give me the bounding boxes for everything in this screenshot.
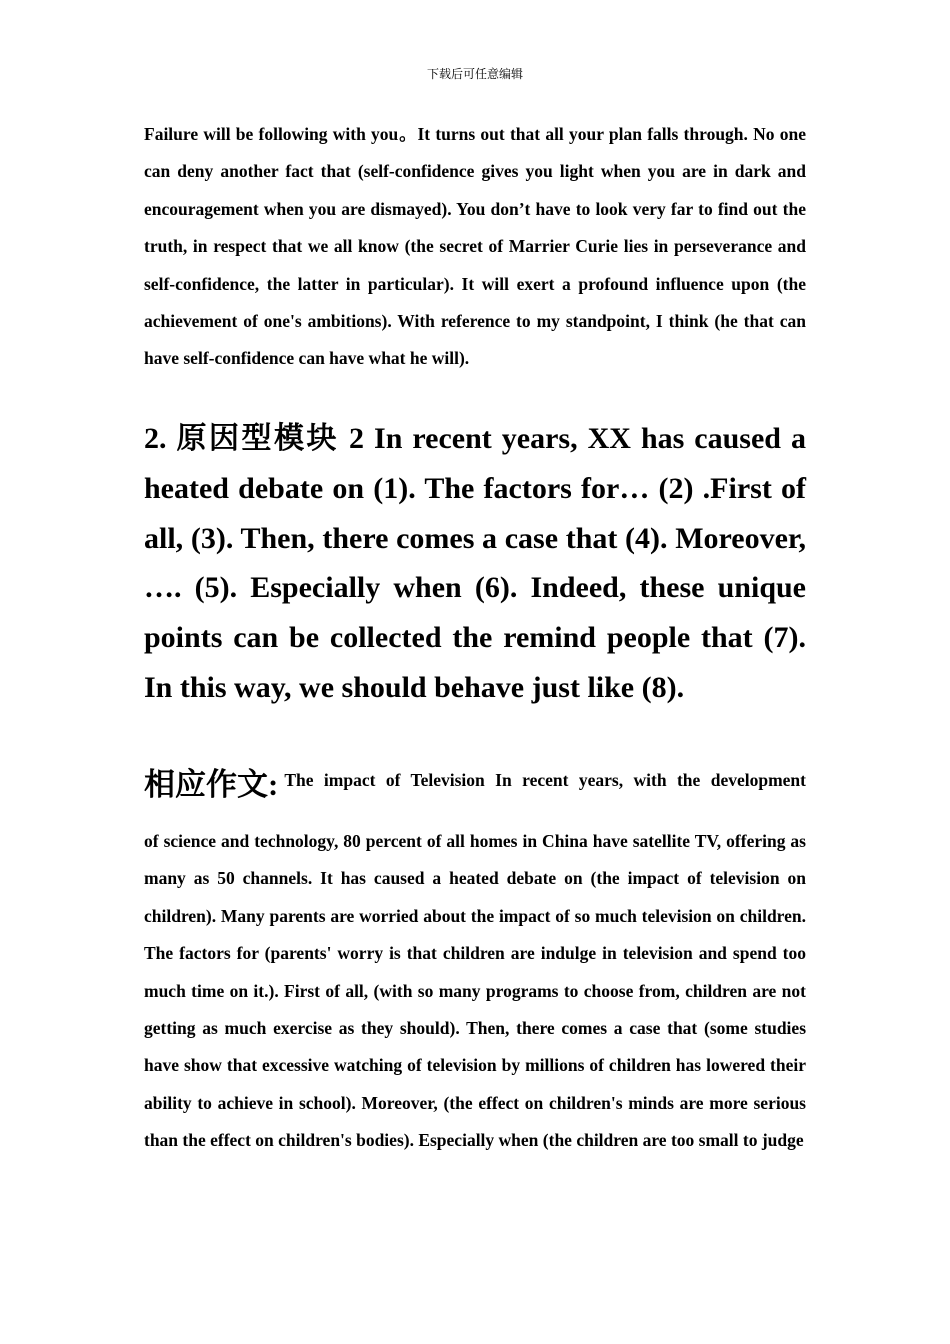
section-heading-template: 2. 原因型模块 2 In recent years, XX has caused a heated debate on (1). The factors for… (2) .First of all, (3). Then, there comes a case that (4). Moreover, …. (5). Especially when (6). Indeed, these unique points can be collected the remind people that (7). In this way, we should behave just like (8). — [144, 422, 806, 704]
essay-title-line — [144, 762, 806, 808]
page-header-note: 下载后可任意编辑 — [426, 67, 523, 81]
essay-first-line: The impact of Television In recent years, with the development — [284, 770, 806, 790]
paragraph-television-essay: of science and technology, 80 percent of all homes in China have satellite TV, offering as many as 50 channels. It has caused a heated debate on (the impact of television on children). Many parents are worried about the impact of so much television on children. The factors for (parents' worry is that children are indulge in television and spend too much time on it.). First of all, (with so many programs to choose from, children are not getting as much exercise as they should). Then, there comes a case that (some studies have show that excessive watching of television by millions of children has lowered their ability to achieve in school). Moreover, (the effect on children's minds are more serious than the effect on children's bodies). Especially when (the children are too small to judge — [144, 831, 806, 1151]
essay-label: 相应作文: — [144, 767, 279, 802]
paragraph-self-confidence: Failure will be following with you。It turns out that all your plan falls through. No one can deny another fact that (self-confidence gives you light when you are in dark and encouragement when you are dismayed). You don’t have to look very far to find out the truth, in respect that we all know (the secret of Marrier Curie lies in perseverance and self-confidence, the latter in particular). It will exert a profound influence upon (the achievement of one's ambitions). With reference to my standpoint, I think (he that can have self-confidence can have what he will). — [144, 124, 806, 369]
